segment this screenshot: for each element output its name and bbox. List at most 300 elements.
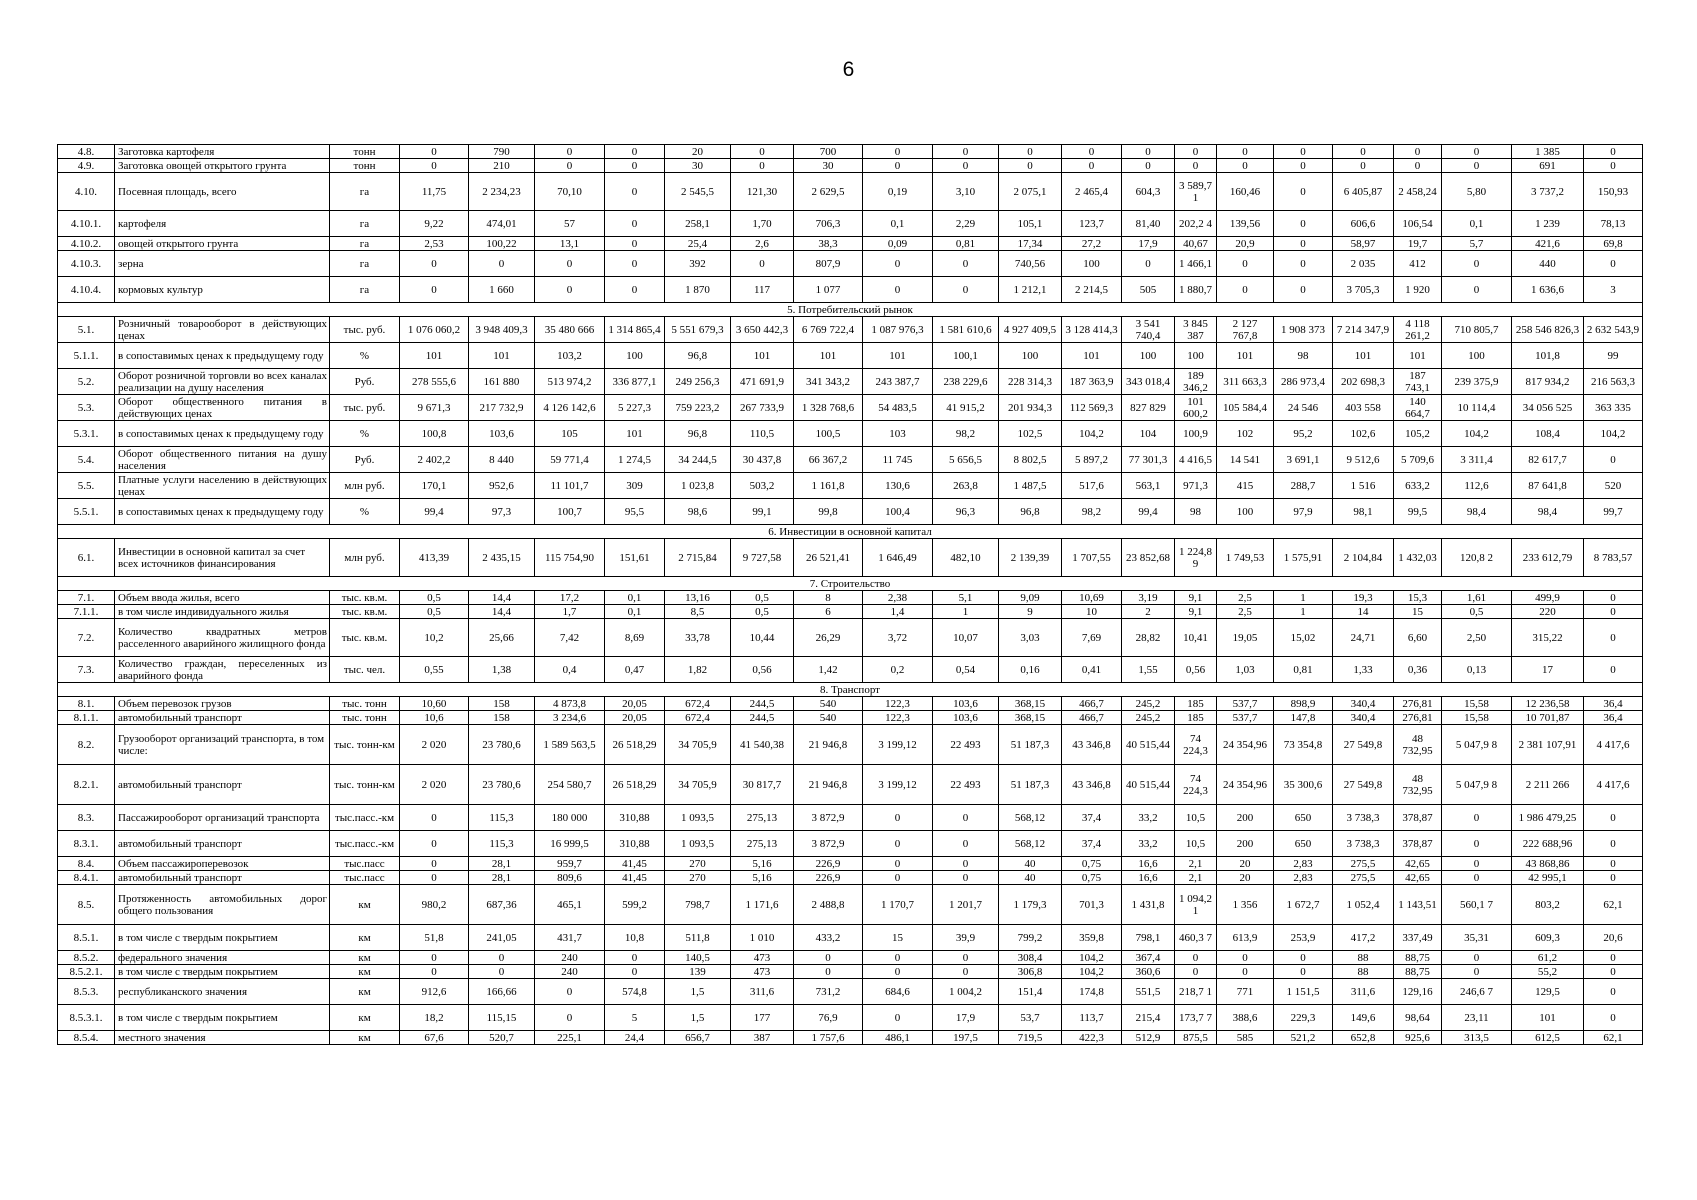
value-cell: 311,6: [731, 979, 794, 1005]
value-cell: 8 440: [469, 447, 535, 473]
value-cell: 971,3: [1175, 473, 1217, 499]
indicator-name: овощей открытого грунта: [115, 237, 330, 251]
value-cell: 34 705,9: [665, 765, 731, 805]
value-cell: 0: [1217, 159, 1274, 173]
value-cell: 1 201,7: [933, 885, 999, 925]
indicator-name: в том числе с твердым покрытием: [115, 965, 330, 979]
value-cell: 2,29: [933, 211, 999, 237]
value-cell: 37,4: [1062, 831, 1122, 857]
value-cell: 30: [794, 159, 863, 173]
value-cell: 0: [1442, 805, 1512, 831]
value-cell: 1 314 865,4: [605, 317, 665, 343]
value-cell: 1,7: [535, 605, 605, 619]
value-cell: 3 705,3: [1333, 277, 1394, 303]
value-cell: 392: [665, 251, 731, 277]
row-number: 6.1.: [58, 539, 115, 577]
value-cell: 17,9: [933, 1005, 999, 1031]
value-cell: 1 143,51: [1394, 885, 1442, 925]
value-cell: 115,15: [469, 1005, 535, 1031]
table-row: [58, 765, 1643, 805]
value-cell: 0: [1175, 145, 1217, 159]
value-cell: 2 632 543,9: [1584, 317, 1643, 343]
value-cell: 286 973,4: [1274, 369, 1333, 395]
value-cell: 585: [1217, 1031, 1274, 1045]
value-cell: 0,41: [1062, 657, 1122, 683]
value-cell: 35 480 666: [535, 317, 605, 343]
value-cell: 1 004,2: [933, 979, 999, 1005]
value-cell: 0: [1122, 251, 1175, 277]
section-title: 6. Инвестиции в основной капитал: [58, 525, 1643, 539]
value-cell: 1 239: [1512, 211, 1584, 237]
value-cell: 2 214,5: [1062, 277, 1122, 303]
value-cell: 30 817,7: [731, 765, 794, 805]
value-cell: 6,60: [1394, 619, 1442, 657]
value-cell: 104,2: [1062, 951, 1122, 965]
value-cell: 0: [1442, 831, 1512, 857]
value-cell: 16,6: [1122, 857, 1175, 871]
value-cell: 652,8: [1333, 1031, 1394, 1045]
value-cell: 42,65: [1394, 871, 1442, 885]
row-number: 8.1.: [58, 697, 115, 711]
value-cell: 503,2: [731, 473, 794, 499]
value-cell: 101: [1062, 343, 1122, 369]
value-cell: 158: [469, 697, 535, 711]
value-cell: 0: [1584, 831, 1643, 857]
value-cell: 5 047,9 8: [1442, 765, 1512, 805]
value-cell: 466,7: [1062, 697, 1122, 711]
table-row: [58, 725, 1643, 765]
value-cell: 0,5: [400, 605, 469, 619]
value-cell: 0: [933, 251, 999, 277]
value-cell: 9 727,58: [731, 539, 794, 577]
value-cell: 499,9: [1512, 591, 1584, 605]
indicator-name: в сопоставимых ценах к предыдущему году: [115, 499, 330, 525]
row-number: 5.1.1.: [58, 343, 115, 369]
unit-cell: тыс. тонн: [330, 697, 400, 711]
value-cell: 10,44: [731, 619, 794, 657]
unit-cell: тыс. тонн: [330, 711, 400, 725]
value-cell: 226,9: [794, 871, 863, 885]
value-cell: 0: [1584, 951, 1643, 965]
value-cell: 0: [933, 831, 999, 857]
value-cell: 3: [1584, 277, 1643, 303]
value-cell: 537,7: [1217, 711, 1274, 725]
value-cell: 2 545,5: [665, 173, 731, 211]
value-cell: 5,80: [1442, 173, 1512, 211]
value-cell: 19,3: [1333, 591, 1394, 605]
value-cell: 460,3 7: [1175, 925, 1217, 951]
table-row: [58, 343, 1643, 369]
unit-cell: га: [330, 173, 400, 211]
value-cell: 229,3: [1274, 1005, 1333, 1031]
value-cell: 26 518,29: [605, 765, 665, 805]
value-cell: 4 927 409,5: [999, 317, 1062, 343]
value-cell: 95,5: [605, 499, 665, 525]
value-cell: 95,2: [1274, 421, 1333, 447]
value-cell: 0: [605, 277, 665, 303]
value-cell: 158: [469, 711, 535, 725]
value-cell: 568,12: [999, 831, 1062, 857]
value-cell: 9,22: [400, 211, 469, 237]
indicator-name: республиканского значения: [115, 979, 330, 1005]
value-cell: 672,4: [665, 697, 731, 711]
table-row: [58, 173, 1643, 211]
value-cell: 21 946,8: [794, 765, 863, 805]
row-number: 8.4.1.: [58, 871, 115, 885]
value-cell: 2,1: [1175, 857, 1217, 871]
value-cell: 6: [794, 605, 863, 619]
value-cell: 0: [469, 251, 535, 277]
value-cell: 41 540,38: [731, 725, 794, 765]
value-cell: 246,6 7: [1442, 979, 1512, 1005]
row-number: 5.3.: [58, 395, 115, 421]
value-cell: 35 300,6: [1274, 765, 1333, 805]
row-number: 5.2.: [58, 369, 115, 395]
value-cell: 99: [1584, 343, 1643, 369]
value-cell: 3 948 409,3: [469, 317, 535, 343]
value-cell: 140 664,7: [1394, 395, 1442, 421]
unit-cell: тыс. тонн-км: [330, 765, 400, 805]
value-cell: 308,4: [999, 951, 1062, 965]
value-cell: 0: [1062, 159, 1122, 173]
value-cell: 108,4: [1512, 421, 1584, 447]
row-number: 7.3.: [58, 657, 115, 683]
value-cell: 275,5: [1333, 857, 1394, 871]
value-cell: 387: [731, 1031, 794, 1045]
value-cell: 20: [665, 145, 731, 159]
value-cell: 0: [400, 857, 469, 871]
unit-cell: га: [330, 277, 400, 303]
value-cell: 41 915,2: [933, 395, 999, 421]
value-cell: 33,78: [665, 619, 731, 657]
value-cell: 77 301,3: [1122, 447, 1175, 473]
value-cell: 0: [933, 145, 999, 159]
indicator-name: Оборот общественного питания в действующих ценах: [115, 395, 330, 421]
value-cell: 2 211 266: [1512, 765, 1584, 805]
value-cell: 101: [605, 421, 665, 447]
value-cell: 5 709,6: [1394, 447, 1442, 473]
value-cell: 520,7: [469, 1031, 535, 1045]
value-cell: 740,56: [999, 251, 1062, 277]
value-cell: 0: [1584, 965, 1643, 979]
value-cell: 39,9: [933, 925, 999, 951]
value-cell: 98,6: [665, 499, 731, 525]
table-row: [58, 979, 1643, 1005]
unit-cell: млн руб.: [330, 539, 400, 577]
value-cell: 4 873,8: [535, 697, 605, 711]
value-cell: 311,6: [1333, 979, 1394, 1005]
value-cell: 0,1: [605, 591, 665, 605]
value-cell: 100,9: [1175, 421, 1217, 447]
value-cell: 27,2: [1062, 237, 1122, 251]
section-title: 7. Строительство: [58, 577, 1643, 591]
value-cell: 706,3: [794, 211, 863, 237]
value-cell: 0: [1584, 657, 1643, 683]
value-cell: 0: [1584, 871, 1643, 885]
value-cell: 101: [469, 343, 535, 369]
value-cell: 1 274,5: [605, 447, 665, 473]
value-cell: 41,45: [605, 857, 665, 871]
value-cell: 102,5: [999, 421, 1062, 447]
value-cell: 0: [731, 159, 794, 173]
value-cell: 4 416,5: [1175, 447, 1217, 473]
value-cell: 97,9: [1274, 499, 1333, 525]
value-cell: 340,4: [1333, 697, 1394, 711]
value-cell: 3 737,2: [1512, 173, 1584, 211]
value-cell: 104,2: [1062, 421, 1122, 447]
value-cell: 313,5: [1442, 1031, 1512, 1045]
value-cell: 8,5: [665, 605, 731, 619]
value-cell: 0,19: [863, 173, 933, 211]
value-cell: 215,4: [1122, 1005, 1175, 1031]
value-cell: 1 094,2 1: [1175, 885, 1217, 925]
value-cell: 520: [1584, 473, 1643, 499]
value-cell: 306,8: [999, 965, 1062, 979]
row-number: 5.4.: [58, 447, 115, 473]
value-cell: 101 600,2: [1175, 395, 1217, 421]
value-cell: 100: [1175, 343, 1217, 369]
value-cell: 0: [400, 951, 469, 965]
value-cell: 2 104,84: [1333, 539, 1394, 577]
value-cell: 53,7: [999, 1005, 1062, 1031]
value-cell: 38,3: [794, 237, 863, 251]
value-cell: 759 223,2: [665, 395, 731, 421]
value-cell: 100,1: [933, 343, 999, 369]
unit-cell: тыс. руб.: [330, 317, 400, 343]
section-title: 5. Потребительский рынок: [58, 303, 1643, 317]
value-cell: 0: [1442, 951, 1512, 965]
value-cell: 412: [1394, 251, 1442, 277]
row-number: 8.5.3.1.: [58, 1005, 115, 1031]
value-cell: 0: [863, 831, 933, 857]
value-cell: 473: [731, 965, 794, 979]
value-cell: 719,5: [999, 1031, 1062, 1045]
value-cell: 0: [1584, 805, 1643, 831]
value-cell: 82 617,7: [1512, 447, 1584, 473]
value-cell: 0,81: [933, 237, 999, 251]
value-cell: 26 521,41: [794, 539, 863, 577]
value-cell: 96,8: [665, 343, 731, 369]
unit-cell: тыс. руб.: [330, 395, 400, 421]
table-row: [58, 251, 1643, 277]
value-cell: 0: [933, 871, 999, 885]
value-cell: 202 698,3: [1333, 369, 1394, 395]
value-cell: 1,4: [863, 605, 933, 619]
value-cell: 121,30: [731, 173, 794, 211]
value-cell: 0,2: [863, 657, 933, 683]
value-cell: 9 671,3: [400, 395, 469, 421]
value-cell: 226,9: [794, 857, 863, 871]
value-cell: 258,1: [665, 211, 731, 237]
row-number: 4.10.2.: [58, 237, 115, 251]
table-row: [58, 619, 1643, 657]
value-cell: 315,22: [1512, 619, 1584, 657]
value-cell: 19,7: [1394, 237, 1442, 251]
value-cell: 40 515,44: [1122, 765, 1175, 805]
value-cell: 604,3: [1122, 173, 1175, 211]
value-cell: 147,8: [1274, 711, 1333, 725]
value-cell: 20,9: [1217, 237, 1274, 251]
value-cell: 422,3: [1062, 1031, 1122, 1045]
value-cell: 3 845 387: [1175, 317, 1217, 343]
value-cell: 160,46: [1217, 173, 1274, 211]
value-cell: 1 179,3: [999, 885, 1062, 925]
unit-cell: %: [330, 421, 400, 447]
value-cell: 17,9: [1122, 237, 1175, 251]
value-cell: 130,6: [863, 473, 933, 499]
value-cell: 10: [1062, 605, 1122, 619]
value-cell: 0,13: [1442, 657, 1512, 683]
value-cell: 117: [731, 277, 794, 303]
value-cell: 34 056 525: [1512, 395, 1584, 421]
value-cell: 24 354,96: [1217, 765, 1274, 805]
value-cell: 0: [605, 237, 665, 251]
value-cell: 1 161,8: [794, 473, 863, 499]
value-cell: 96,8: [665, 421, 731, 447]
value-cell: 599,2: [605, 885, 665, 925]
unit-cell: %: [330, 343, 400, 369]
value-cell: 115 754,90: [535, 539, 605, 577]
value-cell: 112 569,3: [1062, 395, 1122, 421]
value-cell: 100: [1217, 499, 1274, 525]
value-cell: 0: [400, 805, 469, 831]
value-cell: 99,4: [400, 499, 469, 525]
indicator-name: Протяженность автомобильных дорог общего пользования: [115, 885, 330, 925]
indicator-name: зерна: [115, 251, 330, 277]
table-row: [58, 539, 1643, 577]
value-cell: 417,2: [1333, 925, 1394, 951]
unit-cell: км: [330, 979, 400, 1005]
table-row: [58, 605, 1643, 619]
value-cell: 0: [1217, 965, 1274, 979]
value-cell: 0,75: [1062, 857, 1122, 871]
unit-cell: тыс. кв.м.: [330, 605, 400, 619]
row-number: 4.10.3.: [58, 251, 115, 277]
value-cell: 505: [1122, 277, 1175, 303]
value-cell: 98,64: [1394, 1005, 1442, 1031]
value-cell: 100,8: [400, 421, 469, 447]
unit-cell: км: [330, 925, 400, 951]
table-row: [58, 925, 1643, 951]
value-cell: 0: [605, 173, 665, 211]
value-cell: 98,4: [1442, 499, 1512, 525]
value-cell: 267 733,9: [731, 395, 794, 421]
value-cell: 0: [1442, 871, 1512, 885]
value-cell: 225,1: [535, 1031, 605, 1045]
value-cell: 103: [863, 421, 933, 447]
value-cell: 200: [1217, 831, 1274, 857]
value-cell: 101: [1394, 343, 1442, 369]
value-cell: 2,50: [1442, 619, 1512, 657]
row-number: 7.1.1.: [58, 605, 115, 619]
value-cell: 161 880: [469, 369, 535, 395]
value-cell: 197,5: [933, 1031, 999, 1045]
table-row: [58, 499, 1643, 525]
value-cell: 48 732,95: [1394, 725, 1442, 765]
value-cell: 0,1: [1442, 211, 1512, 237]
value-cell: 798,1: [1122, 925, 1175, 951]
value-cell: 150,93: [1584, 173, 1643, 211]
value-cell: 102: [1217, 421, 1274, 447]
unit-cell: тыс.пасс: [330, 857, 400, 871]
value-cell: 0: [1584, 1005, 1643, 1031]
value-cell: 2 465,4: [1062, 173, 1122, 211]
value-cell: 0: [1217, 277, 1274, 303]
value-cell: 4 417,6: [1584, 765, 1643, 805]
unit-cell: %: [330, 499, 400, 525]
value-cell: 10,8: [605, 925, 665, 951]
value-cell: 15,58: [1442, 697, 1512, 711]
value-cell: 1 328 768,6: [794, 395, 863, 421]
value-cell: 55,2: [1512, 965, 1584, 979]
value-cell: 103,6: [469, 421, 535, 447]
value-cell: 14 541: [1217, 447, 1274, 473]
value-cell: 81,40: [1122, 211, 1175, 237]
value-cell: 378,87: [1394, 805, 1442, 831]
value-cell: 486,1: [863, 1031, 933, 1045]
value-cell: 700: [794, 145, 863, 159]
value-cell: 25,66: [469, 619, 535, 657]
value-cell: 112,6: [1442, 473, 1512, 499]
value-cell: 563,1: [1122, 473, 1175, 499]
value-cell: 129,5: [1512, 979, 1584, 1005]
value-cell: 74 224,3: [1175, 725, 1217, 765]
value-cell: 99,8: [794, 499, 863, 525]
value-cell: 8: [794, 591, 863, 605]
value-cell: 0: [863, 805, 933, 831]
value-cell: 73 354,8: [1274, 725, 1333, 765]
value-cell: 99,5: [1394, 499, 1442, 525]
unit-cell: км: [330, 885, 400, 925]
value-cell: 9 512,6: [1333, 447, 1394, 473]
value-cell: 40: [999, 857, 1062, 871]
value-cell: 103,6: [933, 697, 999, 711]
value-cell: 3 541 740,4: [1122, 317, 1175, 343]
value-cell: 10 114,4: [1442, 395, 1512, 421]
value-cell: 3 738,3: [1333, 805, 1394, 831]
page-number: 6: [842, 58, 855, 81]
value-cell: 1 757,6: [794, 1031, 863, 1045]
value-cell: 34 705,9: [665, 725, 731, 765]
value-cell: 1 646,49: [863, 539, 933, 577]
value-cell: 2 020: [400, 765, 469, 805]
indicator-name: местного значения: [115, 1031, 330, 1045]
value-cell: 100,4: [863, 499, 933, 525]
value-cell: 88,75: [1394, 965, 1442, 979]
value-cell: 0: [605, 965, 665, 979]
value-cell: 3 691,1: [1274, 447, 1333, 473]
value-cell: 275,5: [1333, 871, 1394, 885]
value-cell: 0: [863, 871, 933, 885]
value-cell: 24,71: [1333, 619, 1394, 657]
value-cell: 0: [1122, 145, 1175, 159]
value-cell: 5 897,2: [1062, 447, 1122, 473]
unit-cell: тыс.пасс.-км: [330, 831, 400, 857]
value-cell: 101: [400, 343, 469, 369]
value-cell: 513 974,2: [535, 369, 605, 395]
value-cell: 363 335: [1584, 395, 1643, 421]
value-cell: 0: [1333, 145, 1394, 159]
value-cell: 104: [1122, 421, 1175, 447]
value-cell: 13,16: [665, 591, 731, 605]
value-cell: 67,6: [400, 1031, 469, 1045]
value-cell: 2,1: [1175, 871, 1217, 885]
value-cell: 276,81: [1394, 697, 1442, 711]
value-cell: 0: [1274, 951, 1333, 965]
unit-cell: тыс.пасс.-км: [330, 805, 400, 831]
value-cell: 240: [535, 965, 605, 979]
value-cell: 37,4: [1062, 805, 1122, 831]
